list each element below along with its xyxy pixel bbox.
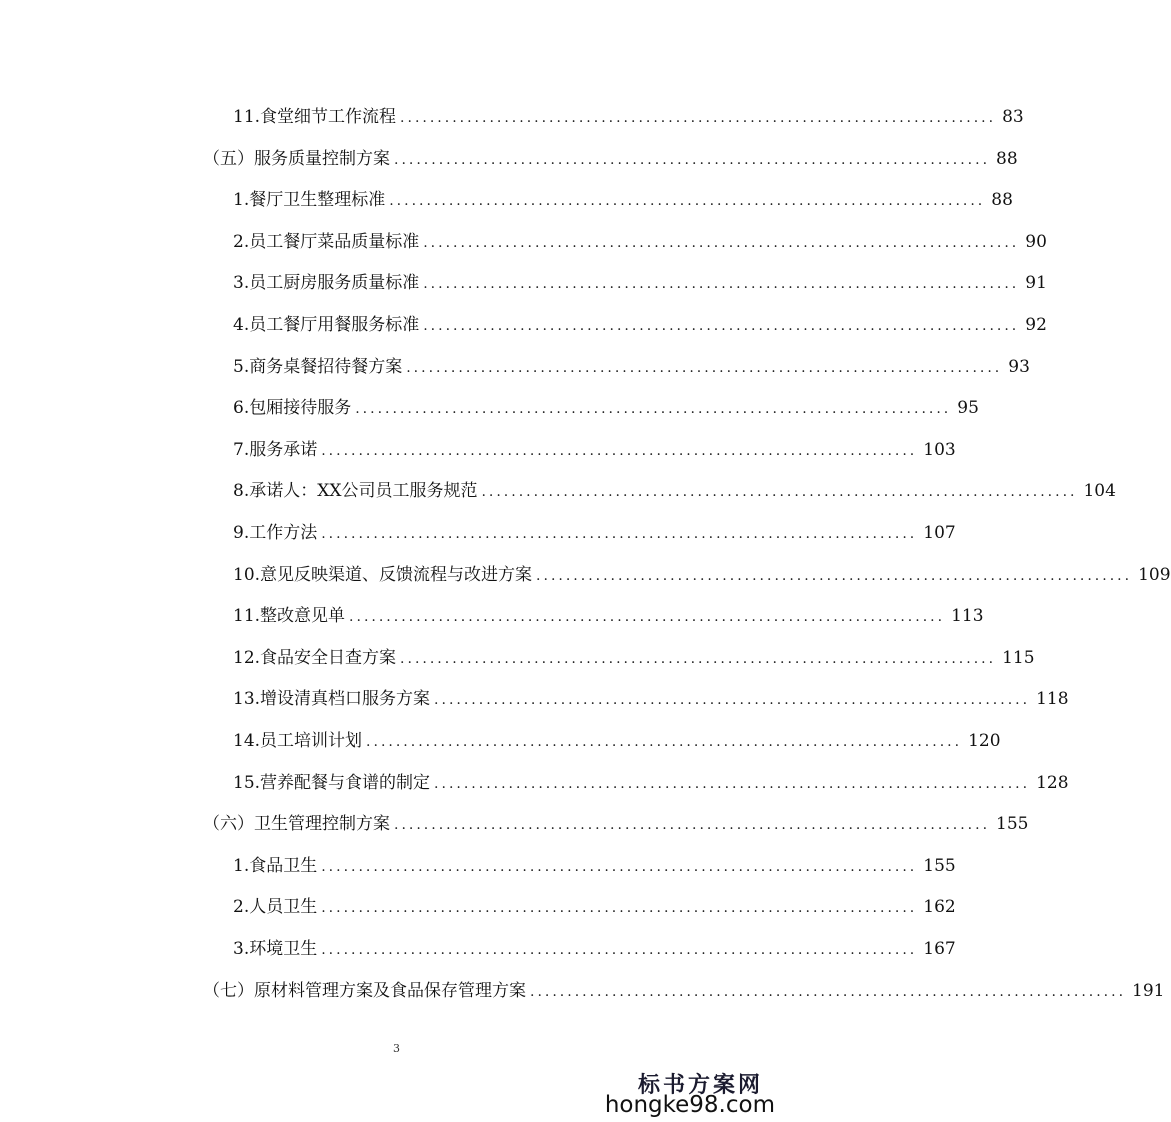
- toc-entry-title: 餐厅卫生整理标准: [249, 190, 386, 210]
- toc-entry-page: 120: [968, 731, 1001, 751]
- toc-dot-leader: ................................................................................: [434, 776, 1031, 792]
- toc-dot-leader: ................................................................................: [389, 193, 986, 209]
- toc-entry-title: 人员卫生: [249, 897, 318, 917]
- toc-entry-page: 191: [1132, 981, 1165, 1001]
- toc-entry-number: 13.: [233, 689, 261, 709]
- toc-dot-leader: ................................................................................: [321, 526, 918, 542]
- toc-entry-page: 162: [923, 897, 956, 917]
- toc-entry-number: 7.: [233, 440, 250, 460]
- toc-entry-number: 1.: [233, 856, 250, 876]
- toc-entry-title: 食品卫生: [249, 856, 318, 876]
- toc-entry[interactable]: [233, 228, 1047, 252]
- toc-entry-title: 原材料管理方案及食品保存管理方案: [254, 981, 526, 1001]
- toc-entry-page: 83: [1002, 107, 1024, 127]
- toc-entry[interactable]: [233, 685, 1069, 709]
- toc-entry-title: 员工培训计划: [260, 731, 363, 751]
- toc-entry-page: 93: [1008, 357, 1030, 377]
- toc-entry-title: 服务质量控制方案: [254, 149, 390, 169]
- toc-entry-number: 2.: [233, 897, 250, 917]
- toc-entry-title: 员工厨房服务质量标准: [249, 273, 420, 293]
- toc-dot-leader: ................................................................................: [321, 859, 918, 875]
- toc-entry-number: 11.: [233, 107, 261, 127]
- toc-entry-number: 6.: [233, 398, 250, 418]
- toc-entry[interactable]: [203, 145, 1018, 169]
- toc-dot-leader: ................................................................................: [394, 817, 991, 833]
- toc-entry[interactable]: [233, 644, 1035, 668]
- toc-entry-title: 服务承诺: [249, 440, 318, 460]
- toc-entry-title: 食品安全日查方案: [260, 648, 397, 668]
- toc-entry-title: 整改意见单: [260, 606, 346, 626]
- toc-dot-leader: ................................................................................: [400, 110, 997, 126]
- toc-entry-number: 12.: [233, 648, 261, 668]
- toc-entry-title: 工作方法: [249, 523, 318, 543]
- toc-entry-page: 103: [923, 440, 956, 460]
- toc-dot-leader: ................................................................................: [400, 651, 997, 667]
- toc-entry-page: 109: [1138, 565, 1171, 585]
- toc-dot-leader: ................................................................................: [321, 443, 918, 459]
- toc-entry-number: 9.: [233, 523, 250, 543]
- toc-entry-title: 环境卫生: [249, 939, 318, 959]
- toc-entry-title: 意见反映渠道、反馈流程与改进方案: [260, 565, 533, 585]
- toc-entry-page: 115: [1002, 648, 1035, 668]
- toc-entry-number: （五）: [203, 149, 254, 169]
- toc-entry-page: 113: [951, 606, 984, 626]
- toc-entry-number: 15.: [233, 773, 261, 793]
- toc-entry-number: 11.: [233, 606, 261, 626]
- toc-entry-number: 1.: [233, 190, 250, 210]
- toc-dot-leader: ................................................................................: [321, 900, 918, 916]
- toc-entry[interactable]: [233, 436, 956, 460]
- toc-entry-number: 14.: [233, 731, 261, 751]
- toc-entry-number: 5.: [233, 357, 250, 377]
- toc-entry-number: 4.: [233, 315, 250, 335]
- toc-entry-title: 商务桌餐招待餐方案: [249, 357, 403, 377]
- toc-entry-page: 128: [1036, 773, 1069, 793]
- toc-entry[interactable]: [233, 394, 979, 418]
- toc-entry-page: 167: [923, 939, 956, 959]
- toc-dot-leader: ................................................................................: [481, 484, 1078, 500]
- toc-entry-title: 承诺人：XX公司员工服务规范: [249, 481, 478, 501]
- toc-dot-leader: ................................................................................: [366, 734, 963, 750]
- watermark-logo-text: 标书方案网: [637, 1073, 763, 1098]
- toc-entry-title: 食堂细节工作流程: [260, 107, 397, 127]
- toc-entry-title: 增设清真档口服务方案: [260, 689, 431, 709]
- page-number: 3: [393, 1042, 400, 1055]
- toc-entry[interactable]: [233, 103, 1024, 127]
- toc-entry-title: 包厢接待服务: [249, 398, 352, 418]
- toc-dot-leader: ................................................................................: [321, 942, 918, 958]
- toc-entry-page: 90: [1025, 232, 1047, 252]
- toc-entry-page: 104: [1083, 481, 1116, 501]
- toc-entry[interactable]: [233, 935, 956, 959]
- toc-entry[interactable]: [203, 977, 1165, 1001]
- toc-entry-page: 95: [957, 398, 979, 418]
- toc-entry-page: 107: [923, 523, 956, 543]
- toc-entry-page: 92: [1025, 315, 1047, 335]
- toc-entry-number: 2.: [233, 232, 250, 252]
- toc-entry-page: 155: [923, 856, 956, 876]
- toc-entry-page: 155: [996, 814, 1029, 834]
- toc-entry[interactable]: [233, 727, 1001, 751]
- toc-entry-number: （六）: [203, 814, 254, 834]
- toc-entry[interactable]: [233, 852, 956, 876]
- toc-entry-page: 88: [991, 190, 1013, 210]
- toc-entry[interactable]: [233, 519, 956, 543]
- toc-dot-leader: ................................................................................: [355, 401, 952, 417]
- toc-entry-title: 员工餐厅用餐服务标准: [249, 315, 420, 335]
- toc-dot-leader: ................................................................................: [423, 276, 1020, 292]
- toc-entry[interactable]: [233, 186, 1013, 210]
- toc-entry-number: 10.: [233, 565, 261, 585]
- toc-dot-leader: ................................................................................: [423, 318, 1020, 334]
- toc-entry-number: 8.: [233, 481, 250, 501]
- watermark-url: hongke98.com: [604, 1092, 775, 1118]
- toc-dot-leader: ................................................................................: [394, 152, 991, 168]
- toc-entry[interactable]: [233, 602, 984, 626]
- toc-dot-leader: ................................................................................: [406, 360, 1003, 376]
- toc-entry-page: 118: [1036, 689, 1069, 709]
- toc-entry[interactable]: [233, 893, 956, 917]
- toc-entry-title: 营养配餐与食谱的制定: [260, 773, 431, 793]
- toc-entry-title: 员工餐厅菜品质量标准: [249, 232, 420, 252]
- toc-entry-title: 卫生管理控制方案: [254, 814, 390, 834]
- toc-entry-number: （七）: [203, 981, 254, 1001]
- toc-dot-leader: ................................................................................: [434, 692, 1031, 708]
- toc-entry[interactable]: [233, 769, 1069, 793]
- toc-dot-leader: ................................................................................: [536, 568, 1133, 584]
- toc-entry[interactable]: [233, 311, 1047, 335]
- toc-dot-leader: ................................................................................: [423, 235, 1020, 251]
- toc-entry[interactable]: [233, 477, 1116, 501]
- toc-entry-page: 91: [1025, 273, 1047, 293]
- toc-dot-leader: ................................................................................: [530, 984, 1127, 1000]
- toc-entry[interactable]: [233, 269, 1047, 293]
- toc-dot-leader: ................................................................................: [349, 609, 946, 625]
- toc-entry[interactable]: [233, 353, 1030, 377]
- toc-entry[interactable]: [203, 810, 1029, 834]
- toc-entry-number: 3.: [233, 939, 250, 959]
- toc-entry-page: 88: [996, 149, 1018, 169]
- toc-entry[interactable]: [233, 561, 1171, 585]
- toc-entry-number: 3.: [233, 273, 250, 293]
